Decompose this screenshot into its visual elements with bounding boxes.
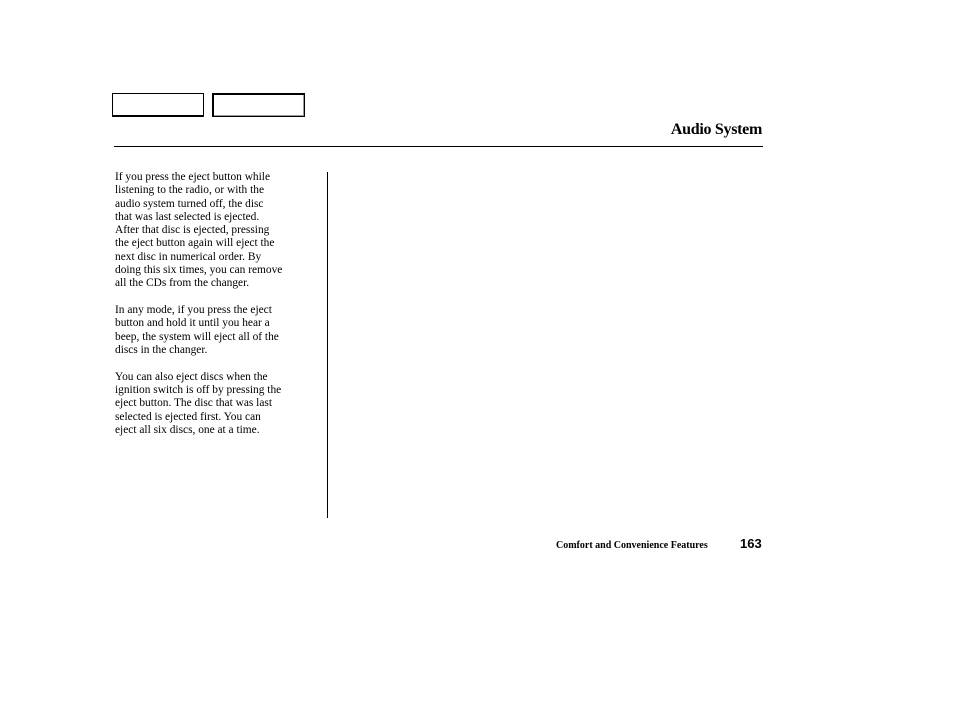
section-title: Audio System (670, 121, 762, 138)
nav-button-next[interactable] (212, 93, 305, 117)
title-divider (114, 146, 763, 147)
body-paragraph-eject-all: In any mode, if you press the eject button and hold it until you hear a beep, the system will eject all of the discs in the changer. (115, 304, 279, 357)
column-divider (327, 172, 328, 518)
text-column (115, 171, 320, 451)
body-paragraph-eject-single: If you press the eject button while listening to the radio, or with the audio system turned off, the disc that was last selected is ejected. After that disc is ejected, pressing the eject button again will eject the next disc in numerical order. By doing this six times, you can remove all the CDs from the changer. (115, 171, 283, 290)
nav-button-previous[interactable] (112, 93, 204, 117)
page-number: 163 (740, 536, 762, 551)
body-paragraph-ignition-off: You can also eject discs when the ignition switch is off by pressing the eject button. The disc that was last selected is ejected first. You can eject all six discs, one at a time. (115, 370, 282, 437)
footer-section-name: Comfort and Convenience Features (556, 540, 708, 551)
